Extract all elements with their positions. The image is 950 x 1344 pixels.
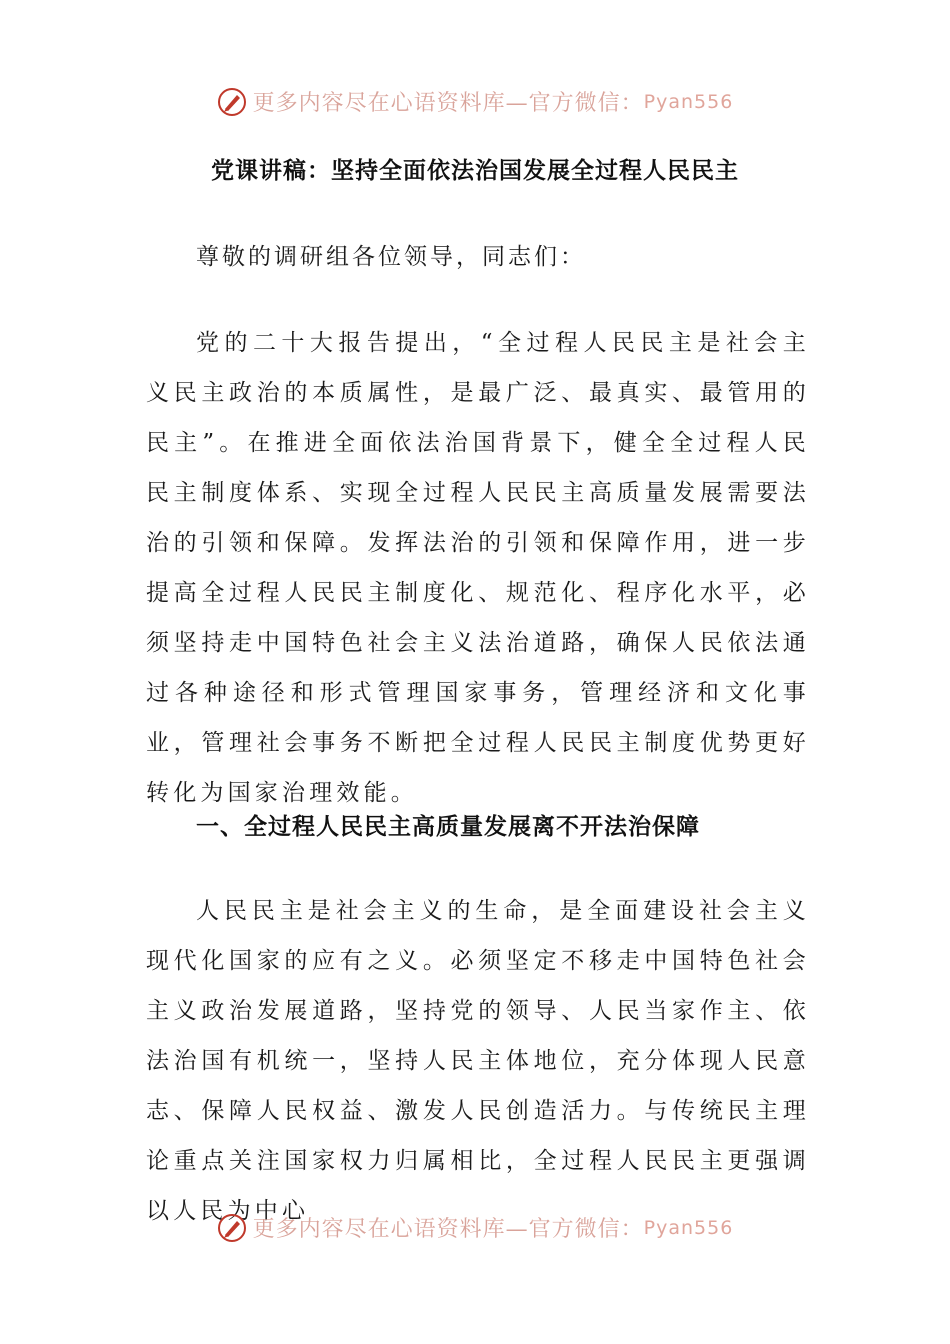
- watermark-footer: [0, 1212, 950, 1243]
- section-heading-1: 一、全过程人民民主高质量发展离不开法治保障: [196, 814, 700, 840]
- watermark-text: 更多内容尽在心语资料库—官方微信：: [252, 1217, 644, 1242]
- paragraph-2: 人民民主是社会主义的生命，是全面建设社会主义现代化国家的应有之义。必须坚定不移走中国特色社会主义政治发展道路，坚持党的领导、人民当家作主、依法治国有机统一，坚持人民主体地位，充分体现人民意志、保障人民权益、激发人民创造活力。与传统民主理论重点关注国家权力归属相比，全过程人民民主更强调以人民为中心: [146, 898, 810, 1224]
- greeting: 尊敬的调研组各位领导，同志们：: [196, 244, 586, 270]
- watermark-contact: Pyan556: [643, 1216, 734, 1239]
- watermark-contact: Pyan556: [643, 90, 734, 113]
- document-title: 党课讲稿：坚持全面依法治国发展全过程人民民主: [211, 158, 739, 184]
- pen-logo-icon: [217, 1213, 247, 1243]
- watermark-text: 更多内容尽在心语资料库—官方微信：: [252, 91, 644, 116]
- pen-logo-icon: [217, 87, 247, 117]
- paragraph-1: 党的二十大报告提出，“全过程人民民主是社会主义民主政治的本质属性，是最广泛、最真实、最管用的民主”。在推进全面依法治国背景下，健全全过程人民民主制度体系、实现全过程人民民主高质量发展需要法治的引领和保障。发挥法治的引领和保障作用，进一步提高全过程人民民主制度化、规范化、程序化水平，必须坚持走中国特色社会主义法治道路，确保人民依法通过各种途径和形式管理国家事务，管理经济和文化事业，管理社会事务不断把全过程人民民主制度优势更好转化为国家治理效能。: [146, 330, 810, 806]
- watermark-header: [0, 86, 950, 117]
